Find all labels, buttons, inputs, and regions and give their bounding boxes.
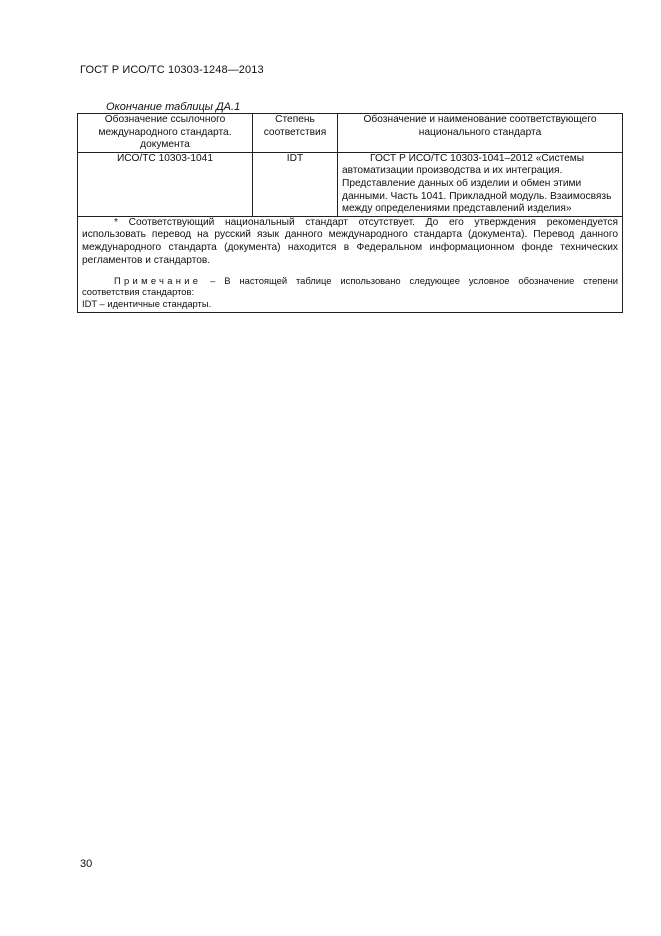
column-header-degree: Степень соответствия (253, 114, 338, 153)
national-standard-text: ГОСТ Р ИСО/ТС 10303-1041–2012 «Системы автоматизации производства и их интеграция. Представление данных об изделии и обмен этими данными. Часть 1041. Прикладной модуль. Взаимосвязь между определениями представлений изделия» (342, 152, 612, 215)
table-row (78, 152, 623, 216)
correspondence-table (77, 113, 623, 313)
table-footnote-row (78, 216, 623, 312)
document-code-header: ГОСТ Р ИСО/ТС 10303-1248—2013 (80, 64, 264, 76)
column-header-reference: Обозначение ссылочного международного стандарта. документа (78, 114, 253, 153)
note-label: Примечание (114, 275, 202, 287)
page-number: 30 (80, 858, 93, 870)
footnote-cell (78, 216, 623, 312)
note-idt-definition: IDT – идентичные стандарты. (82, 297, 212, 309)
note-paragraph (82, 275, 618, 297)
cell-degree: IDT (253, 152, 338, 216)
note-text: – В настоящей таблице использовано следующее условное обозначение степени соответствия стандартов: (82, 275, 618, 298)
footnote-text: * Соответствующий национальный стандарт отсутствует. До его утверждения рекомендуется использовать перевод на русский язык данного международного стандарта (документа). Перевод данного международного стандарта (документа) находится в Федеральном информационном фонде технических регламентов и стандартов. (82, 216, 618, 266)
column-header-national-standard: Обозначение и наименование соответствующего национального стандарта (338, 114, 623, 153)
table-header-row (78, 114, 623, 153)
cell-national-standard (338, 152, 623, 216)
table-caption: Окончание таблицы ДА.1 (106, 101, 241, 113)
cell-reference: ИСО/ТС 10303-1041 (78, 152, 253, 216)
